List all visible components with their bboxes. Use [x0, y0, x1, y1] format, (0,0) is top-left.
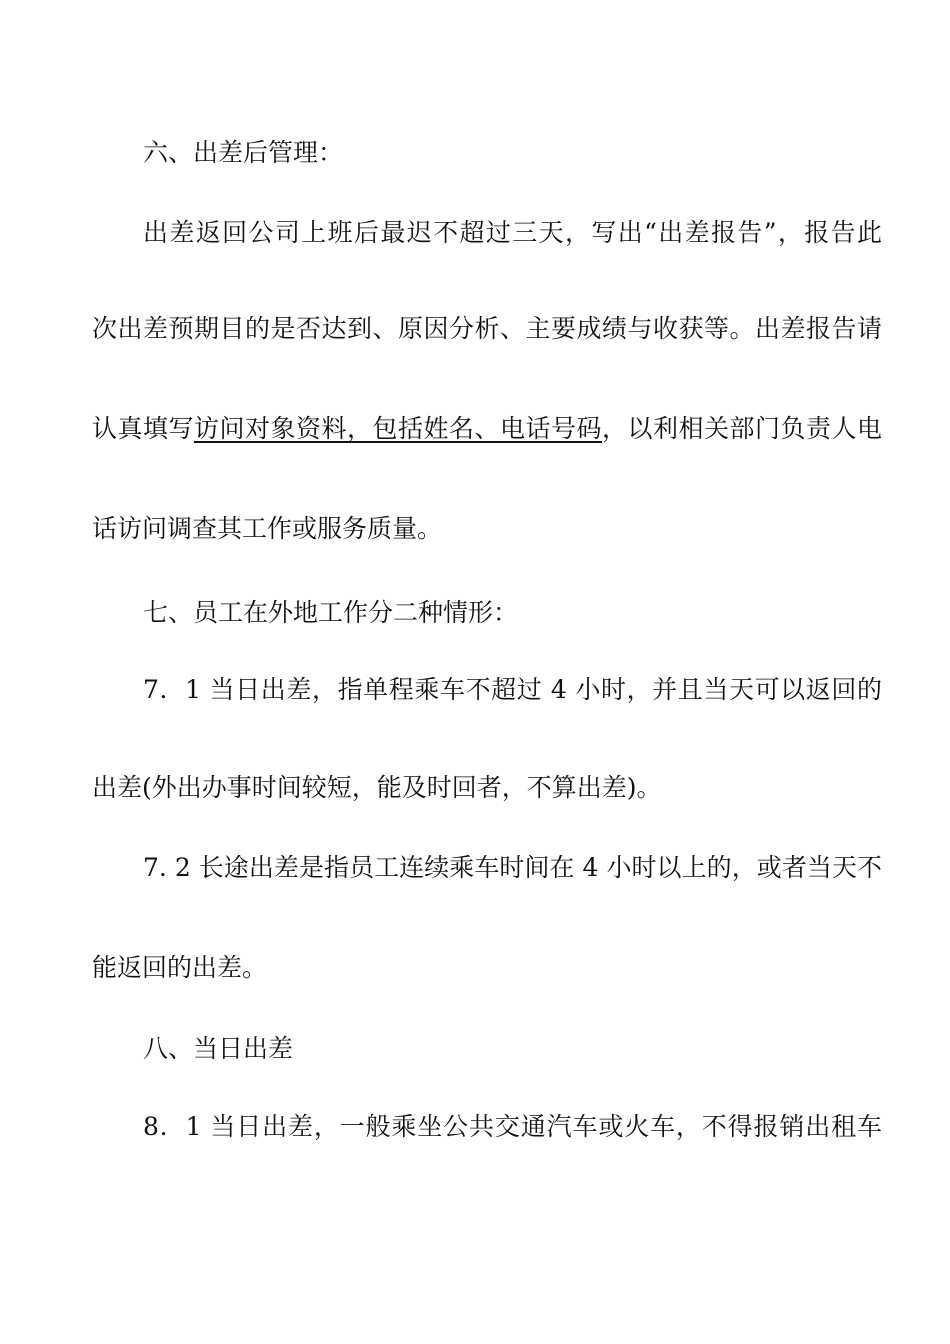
- paragraph-line: 能返回的出差。: [92, 953, 268, 982]
- paragraph-line: 出差(外出办事时间较短，能及时回者，不算出差)。: [92, 773, 662, 802]
- paragraph-line: 话访问调查其工作或服务质量。: [92, 514, 443, 543]
- paragraph-line: 出差返回公司上班后最迟不超过三天，写出“出差报告”，报告此: [143, 218, 882, 247]
- section-heading-seven: 七、员工在外地工作分二种情形：: [143, 598, 519, 627]
- text-span: ，以利相关部门负责人电: [601, 414, 882, 443]
- paragraph-line: 次出差预期目的是否达到、原因分析、主要成绩与收获等。出差报告请: [92, 314, 882, 343]
- paragraph-line: 7．1 当日出差，指单程乘车不超过 4 小时，并且当天可以返回的: [143, 675, 882, 704]
- section-heading-eight: 八、当日出差: [143, 1034, 294, 1063]
- underlined-text: 访问对象资料，包括姓名、电话号码: [194, 414, 602, 443]
- text-span: 认真填写: [92, 414, 194, 443]
- section-heading-six: 六、出差后管理：: [143, 138, 344, 167]
- paragraph-line: 7. 2 长途出差是指员工连续乘车时间在 4 小时以上的，或者当天不: [143, 853, 882, 882]
- paragraph-line: 8．1 当日出差，一般乘坐公共交通汽车或火车，不得报销出租车: [143, 1112, 882, 1141]
- paragraph-line-with-underline: [92, 412, 882, 446]
